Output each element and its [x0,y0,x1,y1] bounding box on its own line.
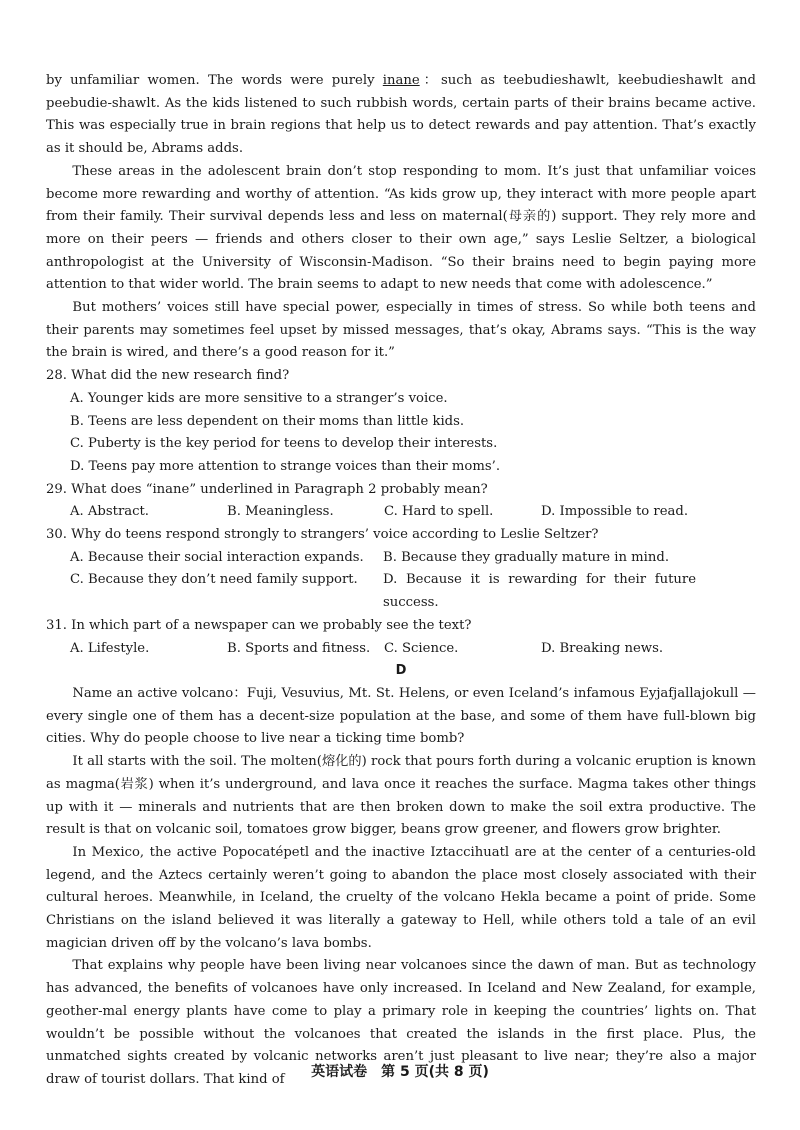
question-stem: 29. What does “inane” underlined in Paragraph 2 probably mean? [46,481,488,497]
passage-d-paragraph-4: That explains why people have been living near volcanoes since the dawn of man. But as technology has advanced, the benefits of volcanoes have only increased. In Iceland and New Zealand, for example, geother-mal energy plants have come to play a primary role in keeping the countries’ lights on. That wouldn’t be possible without the volcanoes that created the islands in the first place. Plus, the unmatched sights created by volcanic networks aren’t just pleasant to live near; they’re also a major draw of tourist dollars. That kind of [46,958,756,1087]
option-c: C. Hard to spell. [384,504,494,520]
question-stem: 28. What did the new research find? [46,368,290,384]
options-row [70,501,756,524]
page-footer: 英语试卷 第 5 页(共 8 页) [311,1064,489,1080]
option-d: D. Impossible to read. [541,504,689,520]
question-30 [46,524,756,615]
question-stem: 31. In which part of a newspaper can we probably see the text? [46,617,472,633]
exam-page [46,70,756,1092]
option-d: D. Breaking news. [541,640,664,656]
option-b: B. Because they gradually mature in mind. [383,549,670,565]
question-31 [46,615,756,660]
option-a: A. Abstract. [70,504,149,520]
option-b: B. Teens are less dependent on their moms than little kids. [70,413,465,429]
option-a: A. Lifestyle. [70,640,150,656]
options-row [70,638,756,661]
passage-c-paragraph-2: These areas in the adolescent brain don’t stop responding to mom. It’s just that unfamiliar voices become more rewarding and worthy of attention. “As kids grow up, they interact with more people apart from their family. Their survival depends less and less on maternal(母亲的) support. They rely more and more on their peers — friends and others closer to their own age,” says Leslie Seltzer, a biological anthropologist at the University of Wisconsin-Madison. “So their brains need to begin paying more attention to that wider world. The brain seems to adapt to new needs that come with adolescence.” [46,163,756,293]
passage-d-paragraph-2: It all starts with the soil. The molten(熔化的) rock that pours forth during a volcanic eruption is known as magma(岩浆) when it’s underground, and lava once it reaches the surface. Magma takes other things up with it — minerals and nutrients that are then broken down to make the soil extra productive. The result is that on volcanic soil, tomatoes grow bigger, beans grow greener, and flowers grow brighter. [46,754,756,838]
option-c: C. Science. [384,640,459,656]
question-stem: 30. Why do teens respond strongly to strangers’ voice according to Leslie Seltzer? [46,527,599,543]
passage-c-paragraph-1 [46,70,756,161]
option-d: D. Teens pay more attention to strange voices than their moms’. [70,458,501,474]
section-heading: D [395,663,407,679]
option-b: B. Meaningless. [227,504,334,520]
passage-d-paragraph-3: In Mexico, the active Popocatépetl and the inactive Iztaccihuatl are at the center of a centuries-old legend, and the Aztecs certainly weren’t going to abandon the place most closely associated with their cultural heroes. Meanwhile, in Iceland, the cruelty of the volcano Hekla became a point of pride. Some Christians on the island believed it was literally a gateway to Hell, while others told a tale of an evil magician driven off by the volcano’s lava bombs. [46,844,756,951]
option-c: C. Because they don’t need family support. [70,572,358,588]
option-a: A. Because their social interaction expands. [70,549,364,565]
question-28 [46,365,756,479]
passage-c-paragraph-3: But mothers’ voices still have special power, especially in times of stress. So while both teens and their parents may sometimes feel upset by missed messages, that’s okay, Abrams says. “This is the way the brain is wired, and there’s a good reason for it.” [46,300,756,361]
options-row [70,547,756,570]
options-row [70,569,756,614]
option-d: D. Because it is rewarding for their future success. [383,572,696,611]
paragraph-text: ：such as teebudieshawlt, keebudieshawlt and peebudie-shawlt. As the kids listened to such rubbish words, certain parts of their brains became active. This was especially true in brain regions that help us to detect rewards and pay attention. That’s exactly as it should be, Abrams adds. [46,73,756,157]
paragraph-text: by unfamiliar women. The words were purely [46,73,383,88]
option-a: A. Younger kids are more sensitive to a stranger’s voice. [70,390,448,406]
option-b: B. Sports and fitness. [227,640,371,656]
passage-d-paragraph-1: Name an active volcano：Fuji, Vesuvius, Mt. St. Helens, or even Iceland’s infamous Eyjafjallajokull — every single one of them has a decent-size population at the base, and some of them have full-blown big cities. Why do people choose to live near a ticking time bomb? [46,685,756,747]
question-29 [46,479,756,524]
option-c: C. Puberty is the key period for teens to develop their interests. [70,436,498,452]
underlined-word: inane [382,73,420,88]
